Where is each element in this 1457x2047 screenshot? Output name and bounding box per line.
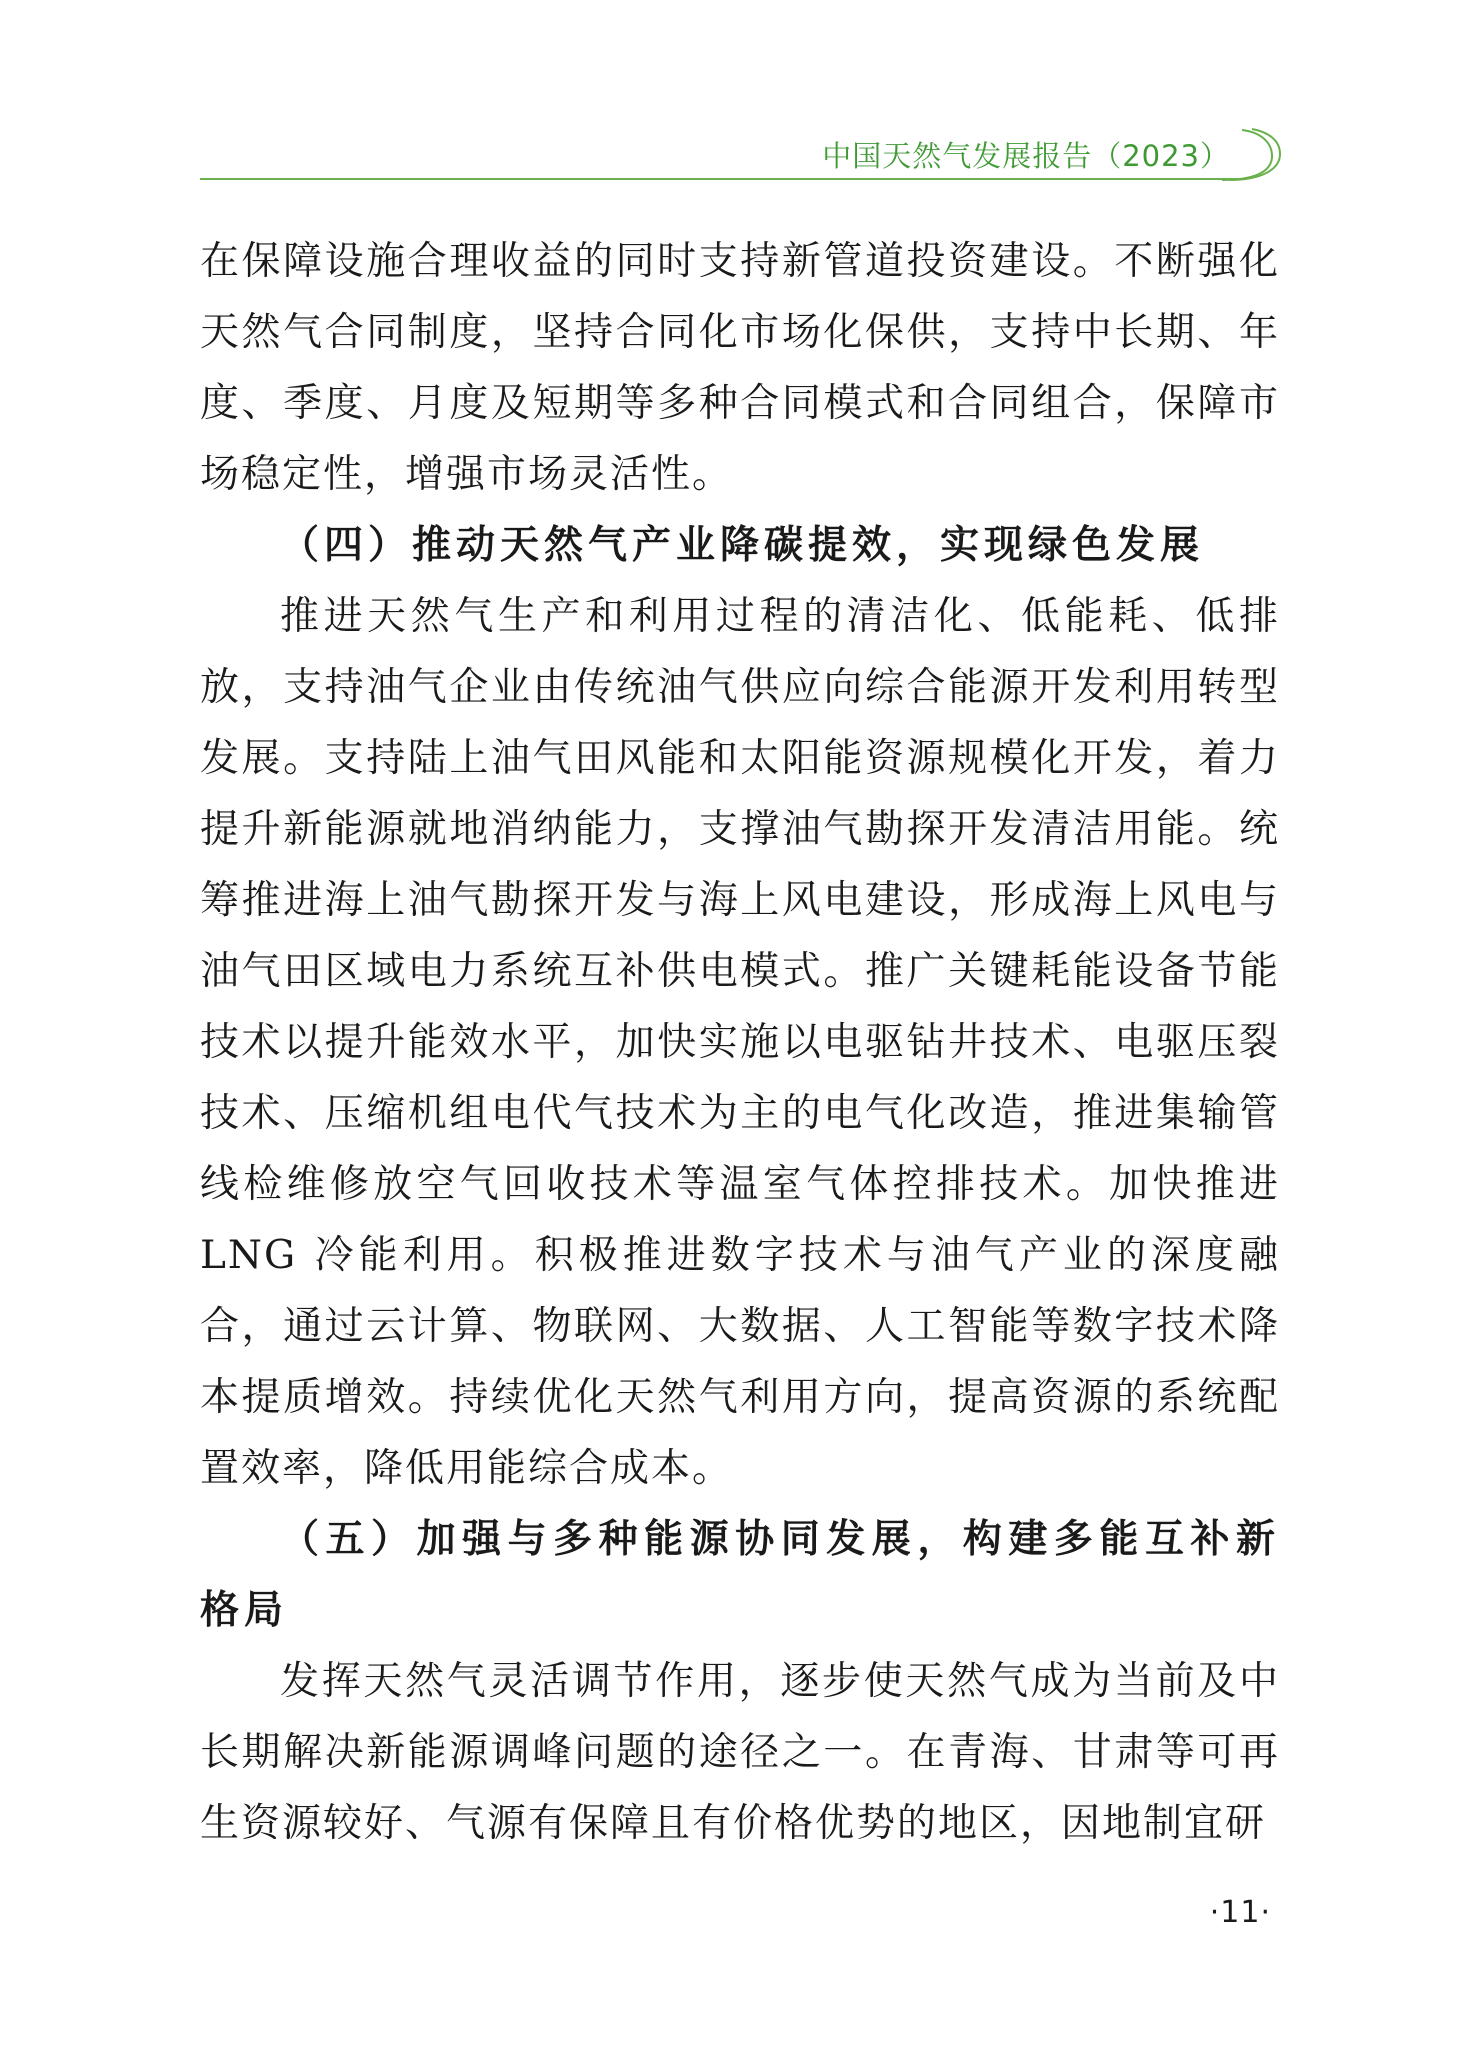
running-header xyxy=(200,128,1282,184)
page-number: ·11· xyxy=(1209,1895,1271,1930)
body-paragraph: 在保障设施合理收益的同时支持新管道投资建设。不断强化天然气合同制度，坚持合同化市场化保供，支持中长期、年度、季度、月度及短期等多种合同模式和合同组合，保障市场稳定性，增强市场灵活性。 xyxy=(200,239,1280,497)
header-rule xyxy=(200,178,1242,180)
body-paragraph: 推进天然气生产和利用过程的清洁化、低能耗、低排放，支持油气企业由传统油气供应向综合能源开发利用转型发展。支持陆上油气田风能和太阳能资源规模化开发，着力提升新能源就地消纳能力，支撑油气勘探开发清洁用能。统筹推进海上油气勘探开发与海上风电建设，形成海上风电与油气田区域电力系统互补供电模式。推广关键耗能设备节能技术以提升能效水平，加快实施以电驱钻井技术、电驱压裂技术、压缩机组电代气技术为主的电气化改造，推进集输管线检维修放空气回收技术等温室气体控排技术。加快推进 LNG 冷能利用。积极推进数字技术与油气产业的深度融合，通过云计算、物联网、大数据、人工智能等数字技术降本提质增效。持续优化天然气利用方向，提高资源的系统配置效率，降低用能综合成本。 xyxy=(200,594,1280,1491)
page-body xyxy=(200,226,1280,1859)
section-heading: （四）推动天然气产业降碳提效，实现绿色发展 xyxy=(280,522,1205,568)
header-title: 中国天然气发展报告（2023） xyxy=(822,139,1230,173)
body-paragraph: 发挥天然气灵活调节作用，逐步使天然气成为当前及中长期解决新能源调峰问题的途径之一。在青海、甘肃等可再生资源较好、气源有保障且有价格优势的地区，因地制宜研 xyxy=(200,1659,1280,1846)
section-heading: （五）加强与多种能源协同发展，构建多能互补新格局 xyxy=(200,1516,1280,1633)
header-curl-ornament xyxy=(1222,128,1282,188)
